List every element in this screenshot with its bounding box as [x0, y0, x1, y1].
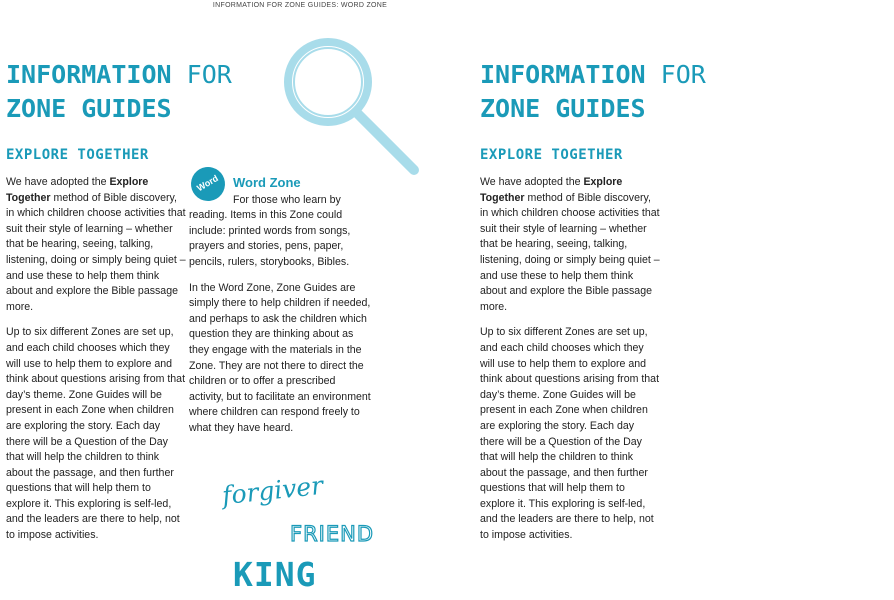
paragraph: We have adopted the Explore Together method of Bible discovery, in which children choose activities that suit their style of learning – whether that be hearing, seeing, talking, listening, doing or simply being quiet – and use these to help them think about and explore the Bible passage more. — [480, 176, 660, 313]
zone-title: Word Zone — [233, 175, 301, 190]
paragraph: In the Word Zone, Zone Guides are simply there to help children if needed, and perhaps to ask the children which question they are thinking about as they engage with the materials in the Zone. They are not there to direct the children or to offer a prescribed activity, but to facilitate an environment where children can respond freely to what they have heard. — [189, 281, 371, 434]
decor-word-king: KING — [233, 555, 317, 594]
zone-intro: For those who learn by — [233, 193, 341, 206]
running-head: INFORMATION FOR ZONE GUIDES: WORD ZONE — [212, 2, 388, 9]
page-panel-repeat — [474, 0, 706, 600]
section-heading: EXPLORE TOGETHER — [6, 147, 149, 163]
paragraph: Up to six different Zones are set up, and each child chooses which they will use to help them to explore and think about questions arising from that day’s theme. Zone Guides will be present in each Zone when children are exploring the story. Each day there will be a Question of the Day that will help the children to think about the passage, and then further questions that will help them to explore it. This exploring is self-led, and the leaders are there to help, not to impose activities. — [480, 326, 660, 542]
paragraph: Up to six different Zones are set up, and each child chooses which they will use to help them to explore and think about questions arising from that day’s theme. Zone Guides will be present in each Zone when children are exploring the story. Each day there will be a Question of the Day that will help the children to think about the passage, and then further questions that will help them to explore it. This exploring is self-led, and the leaders are there to help, not to impose activities. — [6, 326, 186, 542]
left-column — [480, 175, 660, 554]
decor-word-forgiver: forgiver — [220, 470, 325, 511]
page-panel — [0, 0, 420, 600]
paragraph: We have adopted the Explore Together method of Bible discovery, in which children choose activities that suit their style of learning – whether that be hearing, seeing, talking, listening, doing or simply being quiet – and use these to help them think about and explore the Bible passage more. — [6, 176, 186, 313]
right-column — [189, 175, 371, 447]
word-badge-icon: Word — [185, 161, 231, 207]
left-column — [6, 175, 186, 554]
decor-word-friend: FRIEND — [290, 522, 375, 546]
zone-header — [189, 175, 371, 208]
page-title: INFORMATION FOR ZONE GUIDES — [6, 60, 232, 123]
page-title: INFORMATION FOR ZONE GUIDES — [480, 60, 706, 123]
magnifying-glass-icon — [268, 30, 420, 178]
paragraph: reading. Items in this Zone could include: printed words from songs, prayers and stories, pens, paper, pencils, rulers, storybooks, Bibles. — [189, 209, 351, 268]
section-heading: EXPLORE TOGETHER — [480, 147, 623, 163]
